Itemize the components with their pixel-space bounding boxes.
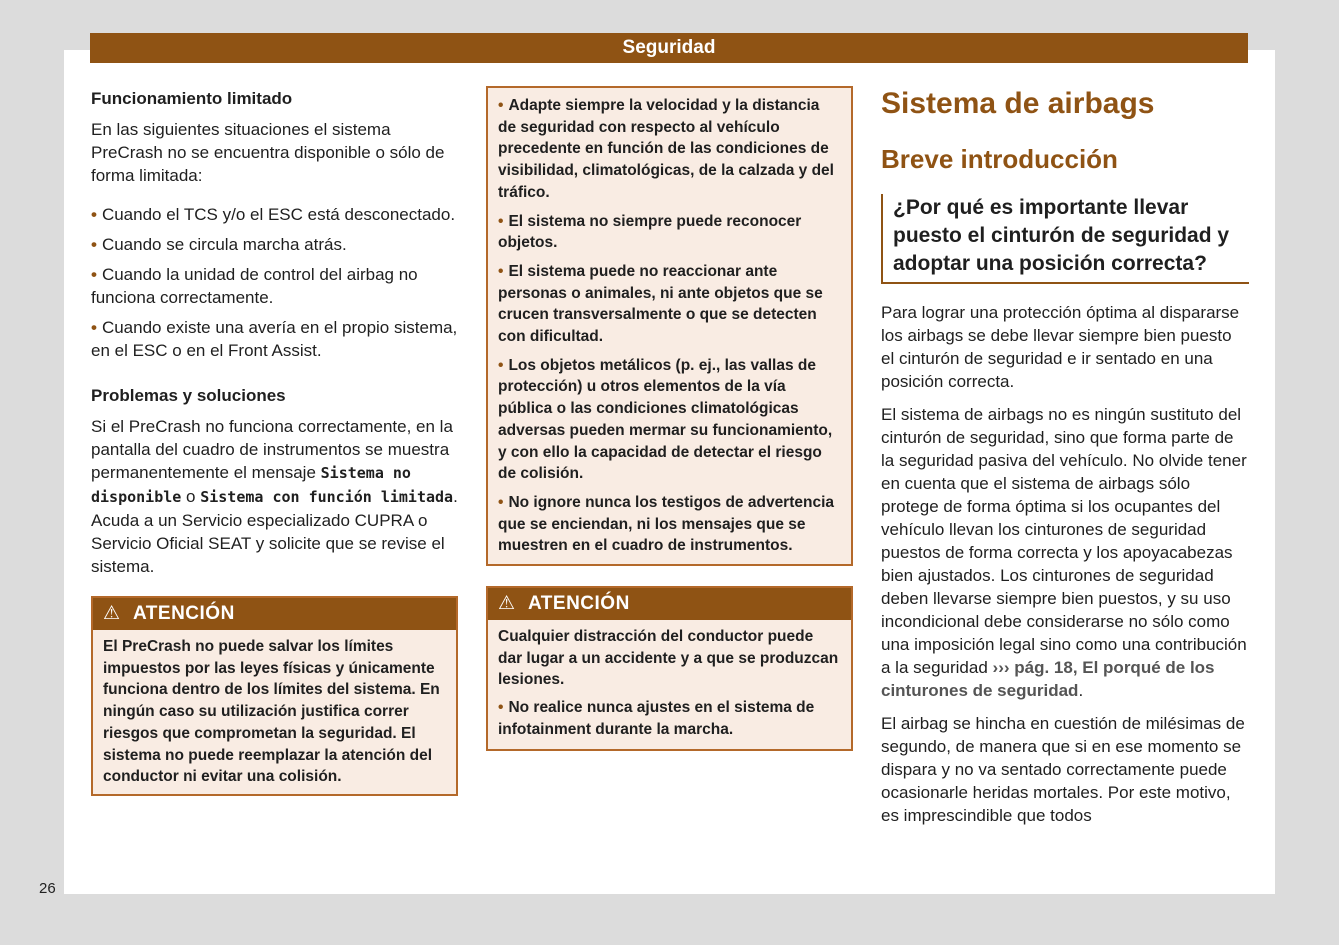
bullet-icon: • (91, 235, 97, 254)
paragraph: Para lograr una protección óptima al dispararse los airbags se debe llevar siempre bien puesto el cinturón de seguridad e ir sentado en una posición correcta. (881, 303, 1240, 391)
list-item: • Cuando existe una avería en el propio sistema, en el ESC o en el Front Assist. (91, 318, 458, 360)
warning-header: ⚠ ATENCIÓN (488, 588, 851, 620)
warning-header: ⚠ ATENCIÓN (93, 598, 456, 630)
subsection-title: ¿Por qué es importante llevar puesto el cinturón de seguridad y adoptar una posición correcta? (881, 194, 1249, 284)
section-title: Breve introducción (881, 144, 1118, 174)
warning-box (486, 586, 853, 751)
warning-triangle-icon: ⚠ (498, 593, 516, 615)
warning-body (488, 620, 851, 749)
warning-triangle-icon: ⚠ (103, 603, 121, 624)
column-right (881, 84, 1249, 827)
list-item: • Cuando la unidad de control del airbag no funciona correctamente. (91, 265, 418, 307)
bullet-icon: • (91, 265, 97, 284)
warning-list (498, 697, 841, 740)
bullet-icon: • (91, 318, 97, 337)
bullet-icon: • (498, 493, 504, 511)
list-item: • No ignore nunca los testigos de advertencia que se enciendan, ni los mensajes que se muestren en el cuadro de instrumentos. (498, 493, 835, 555)
warning-list (498, 95, 841, 557)
chapter-title: Sistema de airbags (881, 87, 1155, 120)
bullet-icon: • (498, 699, 504, 717)
section-header: Seguridad (90, 33, 1248, 63)
message-not-available: Sistema no disponible (91, 464, 411, 506)
list-item: • Cuando el TCS y/o el ESC está desconectado. (91, 205, 456, 224)
page-number: 26 (39, 880, 56, 897)
warning-box (91, 596, 458, 796)
problems-text: Si el PreCrash no funciona correctamente, en la pantalla del cuadro de instrumentos se muestra permanentemente el mensaje Sistema no disponible o Sistema con función limitada. Acuda a un Servicio especializado CUPRA o Servicio Oficial SEAT y solicite que se revise el sistema. (91, 417, 458, 576)
warning-body (93, 630, 456, 794)
section-title-problems: Problemas y soluciones (91, 386, 286, 405)
warning-text: El PreCrash no puede salvar los límites impuestos por las leyes físicas y únicamente funciona dentro de los límites del sistema. En ningún caso su utilización justifica correr riesgos que comprometan la seguridad. El sistema no puede reemplazar la atención del conductor ni evitar una colisión. (103, 638, 440, 786)
column-middle (486, 86, 853, 751)
warning-box-continued (486, 86, 853, 566)
limitations-list (91, 203, 458, 362)
warning-body (488, 88, 851, 557)
paragraph: El airbag se hincha en cuestión de milésimas de segundo, de manera que si en ese momento se dispara y no va sentado correctamente puede ocasionarle heridas mortales. Por este motivo, es imprescindible que todos (881, 714, 1245, 825)
cross-reference-link[interactable]: ››› pág. 18, El porqué de los cinturones de seguridad (881, 658, 1215, 700)
bullet-icon: • (498, 262, 504, 280)
column-left (91, 85, 458, 796)
list-item: • Cuando se circula marcha atrás. (91, 235, 347, 254)
list-item: • Adapte siempre la velocidad y la distancia de seguridad con respecto al vehículo precedente en función de las condiciones de visibilidad, climatológicas, de la calzada y del tráfico. (498, 97, 834, 201)
list-item: • No realice nunca ajustes en el sistema de infotainment durante la marcha. (498, 699, 815, 738)
bullet-icon: • (498, 212, 504, 230)
warning-text: Cualquier distracción del conductor puede dar lugar a un accidente y a que se produzcan lesiones. (498, 628, 839, 689)
section-intro: En las siguientes situaciones el sistema PreCrash no se encuentra disponible o sólo de forma limitada: (91, 120, 445, 185)
message-limited-function: Sistema con función limitada (200, 488, 454, 506)
section-title-limited: Funcionamiento limitado (91, 89, 293, 108)
list-item: • El sistema puede no reaccionar ante personas o animales, ni ante objetos que se crucen transversalmente o que se detecten con dificultad. (498, 262, 823, 346)
list-item: • El sistema no siempre puede reconocer objetos. (498, 212, 802, 252)
list-item: • Los objetos metálicos (p. ej., las vallas de protección) u otros elementos de la vía pública o las condiciones climatológicas adversas pueden mermar su funcionamiento, y con ello la capacidad de detectar el riesgo de colisión. (498, 356, 833, 483)
bullet-icon: • (498, 97, 504, 114)
bullet-icon: • (498, 356, 504, 374)
bullet-icon: • (91, 205, 97, 224)
paragraph: El sistema de airbags no es ningún sustituto del cinturón de seguridad, sino que forma parte de la seguridad pasiva del vehículo. No olvide tener en cuenta que el sistema de airbags sólo protege de forma óptima si los ocupantes del vehículo llevan los cinturones de seguridad puestos de forma correcta y los apoyacabezas bien ajustados. Los cinturones de seguridad deben llevarse siempre bien puestos, y su uso incondicional debe considerarse no sólo como una imposición legal sino como una contribución a la seguridad ››› pág. 18, El porqué de los cinturones de seguridad. (881, 405, 1247, 700)
